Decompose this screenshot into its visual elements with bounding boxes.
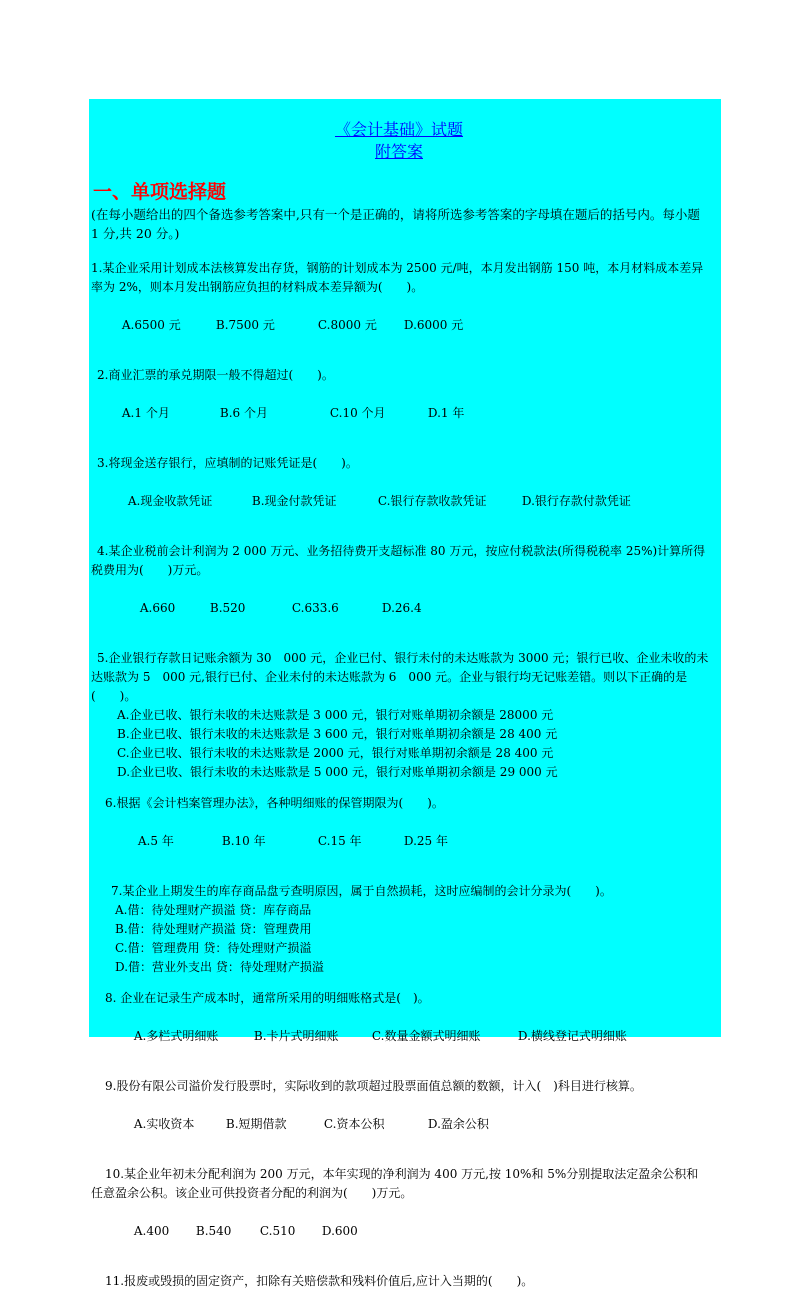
question-stem: 8. 企业在记录生产成本时，通常所采用的明细账格式是( )。 [105,991,430,1005]
section-instructions: (在每小题给出的四个备选参考答案中,只有一个是正确的，请将所选参考答案的字母填在题后的括号内。每小题 1 分,共 20 分。) [91,207,700,241]
exam-page [89,99,721,1288]
question-stem: 5.企业银行存款日记账余额为 30 000 元，企业已付、银行未付的未达账款为 3000 元；银行已收、企业未收的未达账款为 5 000 元,银行已付、企业未付的未达账款为 6 000 元。企业与银行均无记账差错。则以下正确的是( )。 [91,651,709,703]
question-8 [89,989,709,1065]
option-b: B.6 个月 [219,406,268,420]
exam-title-sub[interactable]: 附答案 [374,142,423,161]
option-c: C.15 年 [317,834,362,848]
question-11 [89,1272,709,1291]
question-stem: 4.某企业税前会计利润为 2 000 万元、业务招待费开支超标准 80 万元，按应付税款法(所得税税率 25%)计算所得税费用为( )万元。 [91,544,706,577]
option-d: D.600 [321,1224,358,1238]
option-c: C.银行存款收款凭证 [377,494,487,508]
question-stem: 9.股份有限公司溢价发行股票时，实际收到的款项超过股票面值总额的数额，计入( )科目进行核算。 [105,1079,642,1093]
option-b: B.540 [195,1224,232,1238]
question-5 [89,649,709,782]
option-d: D.企业已收、银行未收的未达账款是 5 000 元，银行对账单期初余额是 29 000 元 [117,765,558,779]
option-d: D.25 年 [403,834,448,848]
option-a: A.现金收款凭证 [127,494,213,508]
option-c: C.借：管理费用 贷：待处理财产损溢 [115,941,312,955]
question-4 [89,542,709,637]
option-b: B.现金付款凭证 [251,494,337,508]
option-a: A.企业已收、银行未收的未达账款是 3 000 元，银行对账单期初余额是 28000 元 [117,708,554,722]
question-3 [89,454,709,530]
option-c: C.633.6 [291,601,339,615]
option-a: A.借：待处理财产损溢 贷：库存商品 [115,903,312,917]
option-d: D.盈余公积 [427,1117,489,1131]
option-c: C.510 [259,1224,296,1238]
option-a: A.实收资本 [133,1117,195,1131]
section-heading: 一、单项选择题 [93,181,227,203]
question-2 [89,366,709,442]
question-stem: 1.某企业采用计划成本法核算发出存货，钢筋的计划成本为 2500 元/吨，本月发出钢筋 150 吨，本月材料成本差异率为 2%，则本月发出钢筋应负担的材料成本差异额为( )。 [91,261,704,294]
option-c: C.数量金额式明细账 [371,1029,481,1043]
option-b: B.短期借款 [225,1117,287,1131]
question-1 [89,259,709,354]
option-a: A.1 个月 [121,406,170,420]
option-a: A.400 [133,1224,170,1238]
option-c: C.8000 元 [317,318,377,332]
option-a: A.660 [139,601,176,615]
option-c: C.企业已收、银行未收的未达账款是 2000 元，银行对账单期初余额是 28 400 元 [117,746,554,760]
option-c: C.资本公积 [323,1117,385,1131]
option-d: D.6000 元 [403,318,464,332]
option-d: D.借：营业外支出 贷：待处理财产损溢 [115,960,324,974]
question-stem: 3.将现金送存银行，应填制的记账凭证是( )。 [97,456,358,470]
option-d: D.银行存款付款凭证 [521,494,631,508]
option-a: A.6500 元 [121,318,181,332]
question-stem: 2.商业汇票的承兑期限一般不得超过( )。 [97,368,334,382]
option-a: A.5 年 [137,834,174,848]
question-7 [89,882,709,977]
question-10 [89,1165,709,1260]
question-stem: 10.某企业年初未分配利润为 200 万元，本年实现的净利润为 400 万元,按 10%和 5%分别提取法定盈余公积和任意盈余公积。该企业可供投资者分配的利润为( )万元。 [91,1167,699,1200]
option-d: D.1 年 [427,406,465,420]
option-b: B.520 [209,601,246,615]
question-stem: 7.某企业上期发生的库存商品盘亏查明原因，属于自然损耗，这时应编制的会计分录为( )。 [111,884,612,898]
question-9 [89,1077,709,1153]
option-d: D.横线登记式明细账 [517,1029,627,1043]
option-c: C.10 个月 [329,406,386,420]
exam-title [89,119,709,163]
question-stem: 6.根据《会计档案管理办法》，各种明细账的保管期限为( )。 [105,796,444,810]
option-d: D.26.4 [381,601,422,615]
question-stem: 11.报废或毁损的固定资产，扣除有关赔偿款和残料价值后,应计入当期的( )。 [105,1274,534,1288]
exam-title-main[interactable]: 《会计基础》试题 [334,120,463,139]
option-b: B.借：待处理财产损溢 贷：管理费用 [115,922,312,936]
option-b: B.10 年 [221,834,266,848]
option-b: B.企业已收、银行未收的未达账款是 3 600 元，银行对账单期初余额是 28 400 元 [117,727,558,741]
question-6 [89,794,709,870]
option-b: B.卡片式明细账 [253,1029,339,1043]
option-a: A.多栏式明细账 [133,1029,219,1043]
option-b: B.7500 元 [215,318,275,332]
